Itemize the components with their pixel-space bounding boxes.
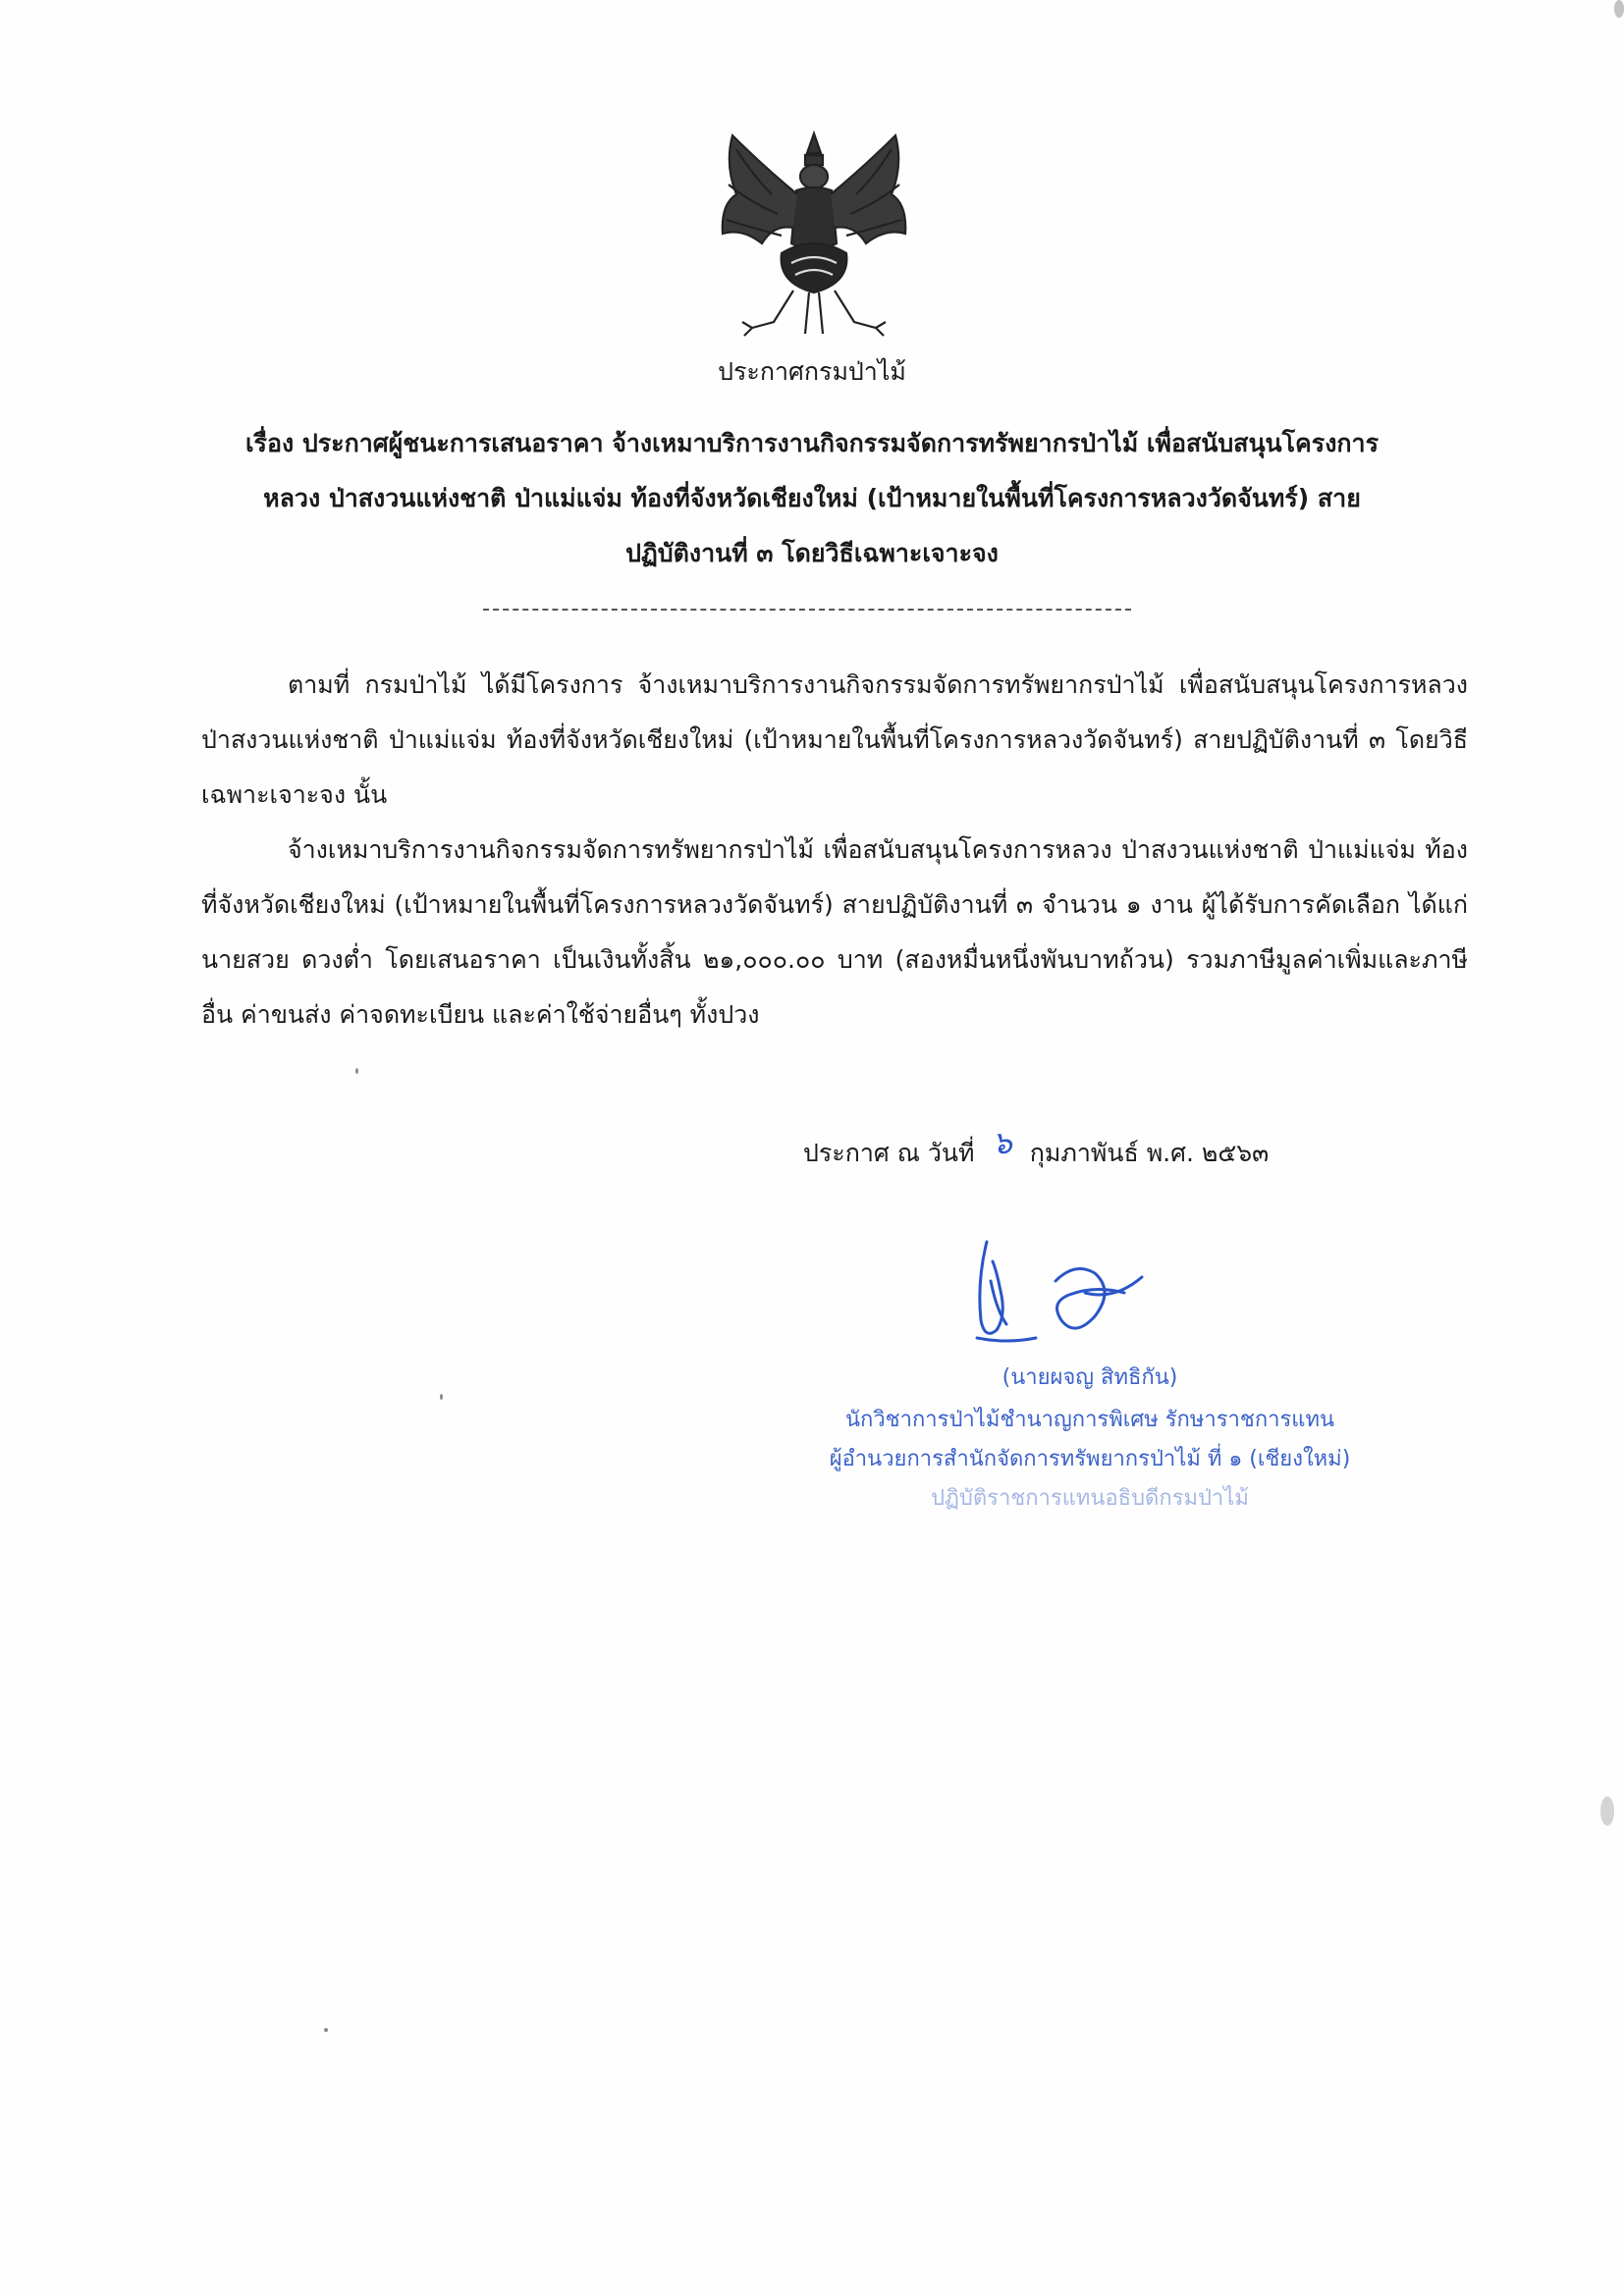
scan-speck: [440, 1394, 443, 1400]
paragraph-1-text: ตามที่ กรมป่าไม้ ได้มีโครงการ จ้างเหมาบริการงานกิจกรรมจัดการทรัพยากรป่าไม้ เพื่อสนับสนุนโครงการหลวง ป่าสงวนแห่งชาติ ป่าแม่แจ่ม ท้องที่จังหวัดเชียงใหม่ (เป้าหมายในพื้นที่โครงการหลวงวัดจันทร์) สายปฏิบัติงานที่ ๓ โดยวิธีเฉพาะเจาะจง นั้น: [201, 670, 1468, 809]
date-prefix: ประกาศ ณ วันที่: [803, 1139, 975, 1167]
scan-speck: [1600, 1796, 1614, 1826]
garuda-emblem-icon: [703, 126, 925, 340]
subject-line-2: หลวง ป่าสงวนแห่งชาติ ป่าแม่แจ่ม ท้องที่จังหวัดเชียงใหม่ (เป้าหมายในพื้นที่โครงการหลวงวัดจันทร์) สาย: [263, 484, 1361, 512]
date-month-year: กุมภาพันธ์ พ.ศ. ๒๕๖๓: [1029, 1139, 1270, 1167]
scan-speck: [1614, 0, 1624, 18]
body-paragraph-2: [201, 823, 1468, 1042]
body-paragraph-1: [201, 658, 1468, 823]
signatory-position-2: ผู้อำนวยการสำนักจัดการทรัพยากรป่าไม้ ที่ ๑ (เชียงใหม่): [829, 1447, 1351, 1471]
signatory-position-3: ปฏิบัติราชการแทนอธิบดีกรมป่าไม้: [931, 1486, 1249, 1511]
handwritten-signature: [967, 1222, 1164, 1369]
subject-line-1: เรื่อง ประกาศผู้ชนะการเสนอราคา จ้างเหมาบริการงานกิจกรรมจัดการทรัพยากรป่าไม้ เพื่อสนับสนุนโครงการ: [244, 429, 1380, 457]
scan-speck: [324, 2028, 328, 2032]
signatory-position-1: นักวิชาการป่าไม้ชำนาญการพิเศษ รักษาราชการแทน: [844, 1408, 1335, 1432]
announcement-title: ประกาศกรมป่าไม้: [718, 357, 906, 386]
date-day-handwritten: ๖: [992, 1124, 1012, 1161]
paragraph-2-text: จ้างเหมาบริการงานกิจกรรมจัดการทรัพยากรป่าไม้ เพื่อสนับสนุนโครงการหลวง ป่าสงวนแห่งชาติ ป่าแม่แจ่ม ท้องที่จังหวัดเชียงใหม่ (เป้าหมายในพื้นที่โครงการหลวงวัดจันทร์) สายปฏิบัติงานที่ ๓ จำนวน ๑ งาน ผู้ได้รับการคัดเลือก ได้แก่ นายสวย ดวงต่ำ โดยเสนอราคา เป็นเงินทั้งสิ้น ๒๑,๐๐๐.๐๐ บาท (สองหมื่นหนึ่งพันบาทถ้วน) รวมภาษีมูลค่าเพิ่มและภาษีอื่น ค่าขนส่ง ค่าจดทะเบียน และค่าใช้จ่ายอื่นๆ ทั้งปวง: [201, 835, 1468, 1029]
subject-line-3: ปฏิบัติงานที่ ๓ โดยวิธีเฉพาะเจาะจง: [625, 539, 999, 567]
announcement-date: [803, 1124, 1270, 1173]
signatory-name: (นายผจญ สิทธิกัน): [1001, 1365, 1178, 1390]
divider-line: [483, 609, 1131, 611]
scan-speck: [355, 1068, 358, 1074]
